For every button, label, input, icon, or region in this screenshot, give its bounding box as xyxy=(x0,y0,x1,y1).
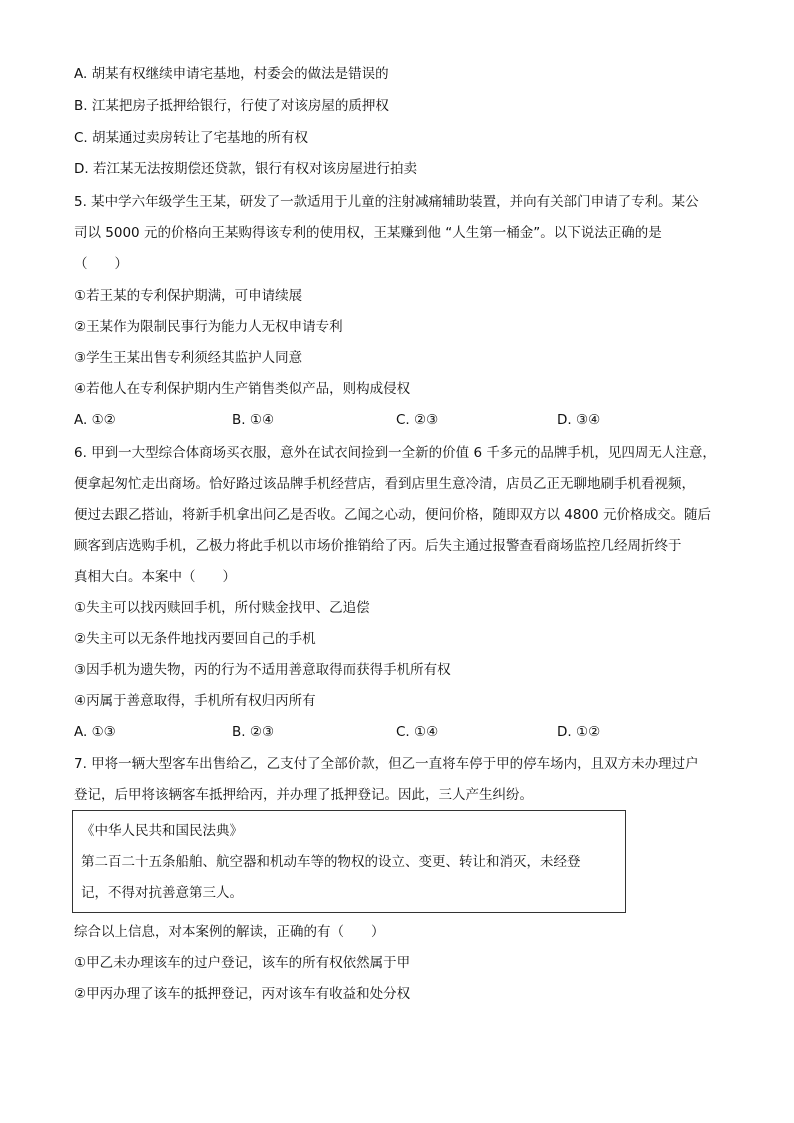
q7-item-2: ②甲丙办理了该车的抵押登记，丙对该车有收益和处分权 xyxy=(74,986,411,1002)
q4-option-d: D. 若江某无法按期偿还贷款，银行有权对该房屋进行拍卖 xyxy=(74,161,417,177)
q5-choice-a: A. ①② xyxy=(74,412,116,428)
q7-item-1: ①甲乙未办理该车的过户登记，该车的所有权依然属于甲 xyxy=(74,955,411,971)
q7-stem-line-1: 7. 甲将一辆大型客车出售给乙，乙支付了全部价款，但乙一直将车停于甲的停车场内，且双方未办理过户 xyxy=(74,756,699,772)
q5-choice-c: C. ②③ xyxy=(396,412,439,428)
q6-choice-d: D. ①② xyxy=(557,724,601,740)
q7-stem-line-2: 登记，后甲将该辆客车抵押给丙，并办理了抵押登记。因此，三人产生纠纷。 xyxy=(74,787,533,803)
q6-stem-line-4: 顾客到店选购手机，乙极力将此手机以市场价推销给了丙。后失主通过报警查看商场监控几经周折终于 xyxy=(74,538,682,554)
law-excerpt-title: 《中华人民共和国民法典》 xyxy=(81,823,243,839)
law-excerpt-box xyxy=(72,810,626,913)
q6-choice-c: C. ①④ xyxy=(396,724,439,740)
q5-stem-line-2: 司以 5000 元的价格向王某购得该专利的使用权，王某赚到他 “人生第一桶金”。以下说法正确的是 xyxy=(74,225,662,241)
law-excerpt-line-1: 第二百二十五条船舶、航空器和机动车等的物权的设立、变更、转让和消灭，未经登 xyxy=(81,854,581,870)
q5-choice-d: D. ③④ xyxy=(557,412,601,428)
q6-stem-line-2: 便拿起匆忙走出商场。恰好路过该品牌手机经营店，看到店里生意冷清，店员乙正无聊地刷手机看视频， xyxy=(74,476,695,492)
q4-option-c: C. 胡某通过卖房转让了宅基地的所有权 xyxy=(74,130,309,146)
q6-stem-line-3: 便过去跟乙搭讪，将新手机拿出问乙是否收。乙闻之心动，便问价格，随即双方以 4800 元价格成交。随后 xyxy=(74,507,711,523)
q6-stem-line-1: 6. 甲到一大型综合体商场买衣服，意外在试衣间捡到一全新的价值 6 千多元的品牌手机，见四周无人注意， xyxy=(74,445,716,461)
q5-answer-blank: （ ） xyxy=(74,256,128,272)
q5-choice-b: B. ①④ xyxy=(232,412,275,428)
q7-prompt: 综合以上信息，对本案例的解读，正确的有（ ） xyxy=(74,924,385,940)
q4-option-b: B. 江某把房子抵押给银行，行使了对该房屋的质押权 xyxy=(74,98,389,114)
q5-item-2: ②王某作为限制民事行为能力人无权申请专利 xyxy=(74,319,343,335)
q6-item-3: ③因手机为遗失物，丙的行为不适用善意取得而获得手机所有权 xyxy=(74,662,451,678)
q6-stem-line-5: 真相大白。本案中（ ） xyxy=(74,569,236,585)
q4-option-a: A. 胡某有权继续申请宅基地，村委会的做法是错误的 xyxy=(74,66,389,82)
q5-item-4: ④若他人在专利保护期内生产销售类似产品，则构成侵权 xyxy=(74,381,411,397)
q5-stem-line-1: 5. 某中学六年级学生王某，研发了一款适用于儿童的注射减痛辅助装置，并向有关部门申请了专利。某公 xyxy=(74,194,699,210)
q5-item-1: ①若王某的专利保护期满，可申请续展 xyxy=(74,288,303,304)
q6-item-4: ④丙属于善意取得，手机所有权归丙所有 xyxy=(74,693,316,709)
law-excerpt-line-2: 记，不得对抗善意第三人。 xyxy=(81,885,243,901)
q6-choice-a: A. ①③ xyxy=(74,724,116,740)
q6-choice-b: B. ②③ xyxy=(232,724,275,740)
q5-item-3: ③学生王某出售专利须经其监护人同意 xyxy=(74,350,303,366)
q6-item-2: ②失主可以无条件地找丙要回自己的手机 xyxy=(74,631,316,647)
q6-item-1: ①失主可以找丙赎回手机，所付赎金找甲、乙追偿 xyxy=(74,600,370,616)
